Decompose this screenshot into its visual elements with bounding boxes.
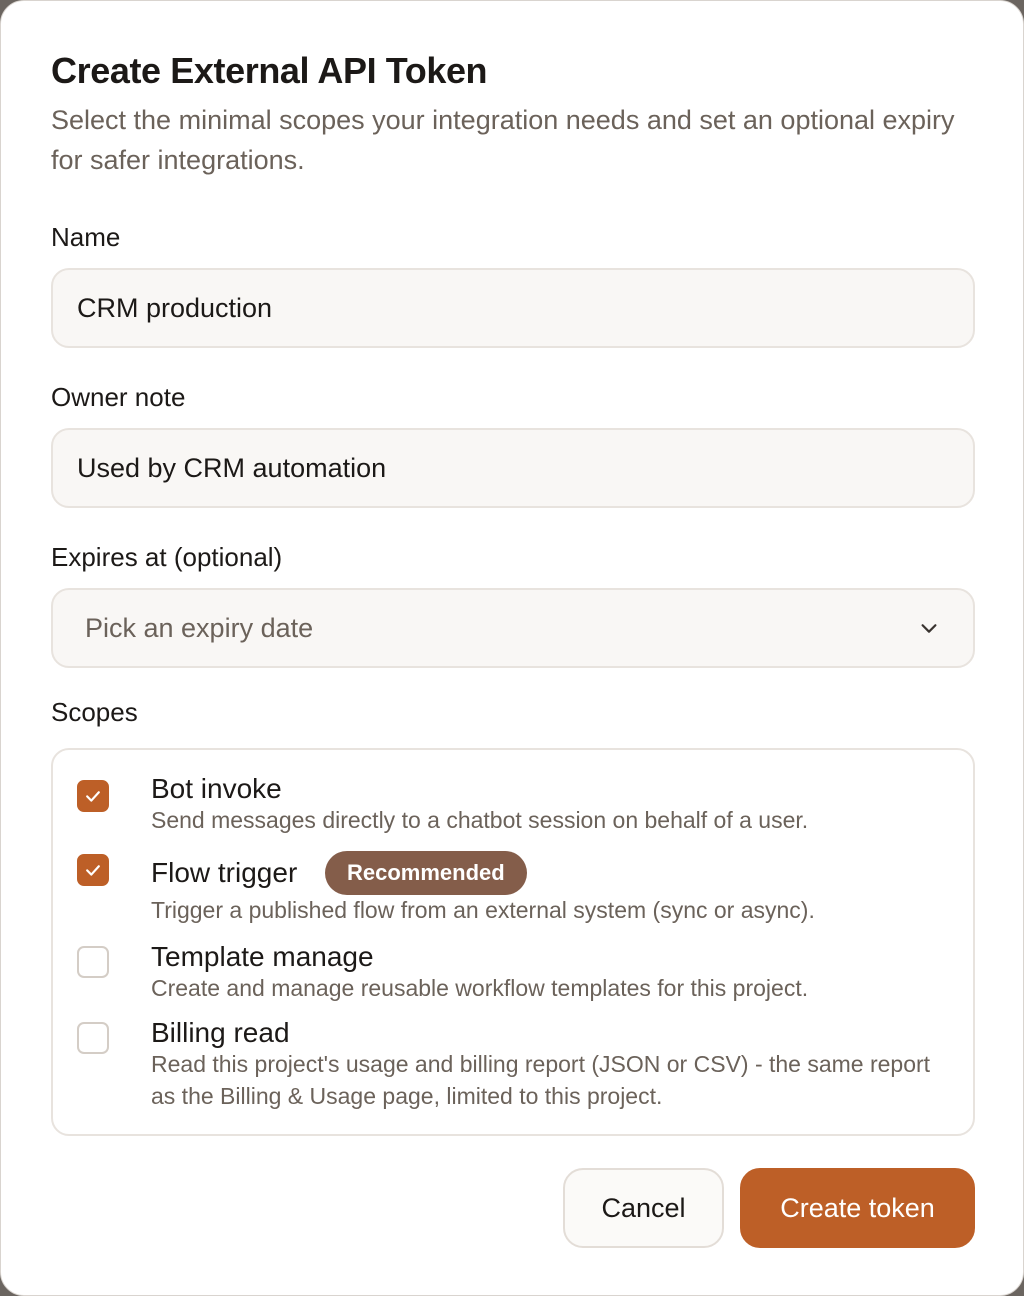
scope-description: Send messages directly to a chatbot session on behalf of a user.: [151, 807, 809, 833]
owner-note-label: Owner note: [51, 382, 186, 412]
cancel-button[interactable]: Cancel: [563, 1168, 724, 1248]
expires-at-label: Expires at (optional): [51, 542, 283, 572]
scope-template-manage: [77, 940, 947, 1000]
scope-checkbox[interactable]: [77, 946, 109, 978]
scope-description: Create and manage reusable workflow templates for this project.: [151, 975, 809, 1001]
name-label: Name: [51, 222, 121, 252]
scope-checkbox[interactable]: [77, 854, 109, 886]
dialog-description: Select the minimal scopes your integration needs and set an optional expiry for safer integrations.: [51, 105, 955, 175]
name-input[interactable]: [51, 268, 975, 348]
checkmark-icon: [83, 860, 103, 880]
scopes-list: [51, 748, 975, 1136]
scope-flow-trigger: [77, 750, 947, 930]
scope-billing-read: [77, 1016, 947, 1116]
dialog-title: Create External API Token: [51, 50, 488, 91]
scope-title: Billing read: [151, 1017, 290, 1048]
scope-title: Bot invoke: [151, 773, 282, 804]
scopes-label: Scopes: [51, 697, 138, 727]
expiry-date-select[interactable]: [51, 588, 975, 668]
scope-description: Read this project's usage and billing report (JSON or CSV) - the same report as the Billing & Usage page, limited to this project.: [151, 1051, 931, 1109]
create-token-button[interactable]: Create token: [740, 1168, 975, 1248]
scope-title: Template manage: [151, 941, 374, 972]
expiry-date-placeholder: Pick an expiry date: [85, 612, 314, 643]
owner-note-input[interactable]: [51, 428, 975, 508]
recommended-badge: Recommended: [325, 851, 527, 895]
chevron-down-icon: [917, 616, 941, 640]
scope-title: Flow trigger: [151, 857, 298, 888]
scope-checkbox[interactable]: [77, 1022, 109, 1054]
scope-description: Trigger a published flow from an external system (sync or async).: [151, 897, 815, 923]
